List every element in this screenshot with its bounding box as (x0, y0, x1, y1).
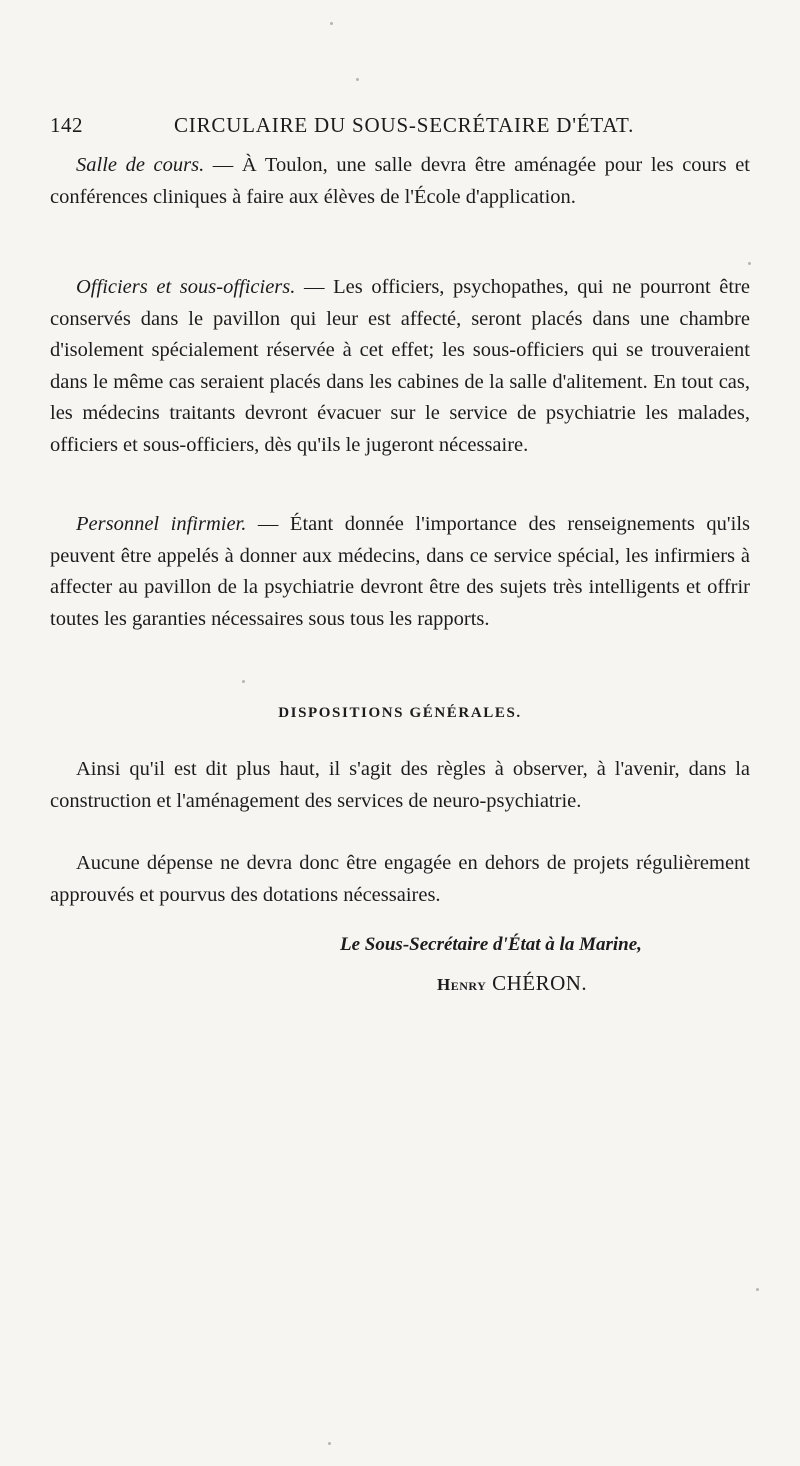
paragraph-lead: Officiers et sous-officiers. (76, 276, 296, 298)
paragraph-text: — À Toulon, une salle devra être aménagée pour les cours et conférences cliniques à faire aux élèves de l'École d'application. (50, 154, 750, 208)
paragraph-ainsi: Ainsi qu'il est dit plus haut, il s'agit des règles à observer, à l'avenir, dans la construction et l'aménagement des services de neuro-psychiatrie. (50, 758, 750, 812)
paragraph-aucune: Aucune dépense ne devra donc être engagée en dehors de projets régulièrement approuvés et pourvus des dotations nécessaires. (50, 852, 750, 906)
paper-speck (242, 680, 245, 683)
section-heading: DISPOSITIONS GÉNÉRALES. (278, 705, 522, 721)
signature-first-name: Henry (437, 975, 487, 994)
signature-name (437, 971, 587, 996)
paragraph-salle-de-cours (50, 150, 750, 213)
paragraph-officiers (50, 272, 750, 461)
paragraph-lead: Personnel infirmier. (76, 513, 247, 535)
paper-speck (756, 1288, 759, 1291)
paragraph-text: — Étant donnée l'importance des renseignements qu'ils peuvent être appelés à donner aux médecins, dans ce service spécial, les infirmiers à affecter au pavillon de la psychiatrie devront être des sujets très intelligents et offrir toutes les garanties nécessaires sous tous les rapports. (50, 513, 750, 630)
paragraph-personnel-infirmier (50, 509, 750, 635)
paragraph-text: — Les officiers, psychopathes, qui ne pourront être conservés dans le pavillon qui leur est affecté, seront placés dans une chambre d'isolement spécialement réservée à cet effet; les sous-officiers qui se trouveraient dans le même cas seraient placés dans les cabines de la salle d'alitement. En tout cas, les médecins traitants devront évacuer sur le service de psychiatrie les malades, officiers et sous-officiers, dès qu'ils le jugeront nécessaire. (50, 276, 750, 456)
page-header (50, 113, 750, 143)
page-number: 142 (50, 113, 83, 137)
signature-last-name: CHÉRON. (492, 971, 588, 995)
paper-speck (748, 262, 751, 265)
running-title: CIRCULAIRE DU SOUS-SECRÉTAIRE D'ÉTAT. (174, 113, 635, 137)
paper-speck (356, 78, 359, 81)
paper-speck (328, 1442, 331, 1445)
signature-title: Le Sous-Secrétaire d'État à la Marine, (340, 934, 642, 955)
paper-speck (330, 22, 333, 25)
paragraph-lead: Salle de cours. (76, 154, 205, 176)
